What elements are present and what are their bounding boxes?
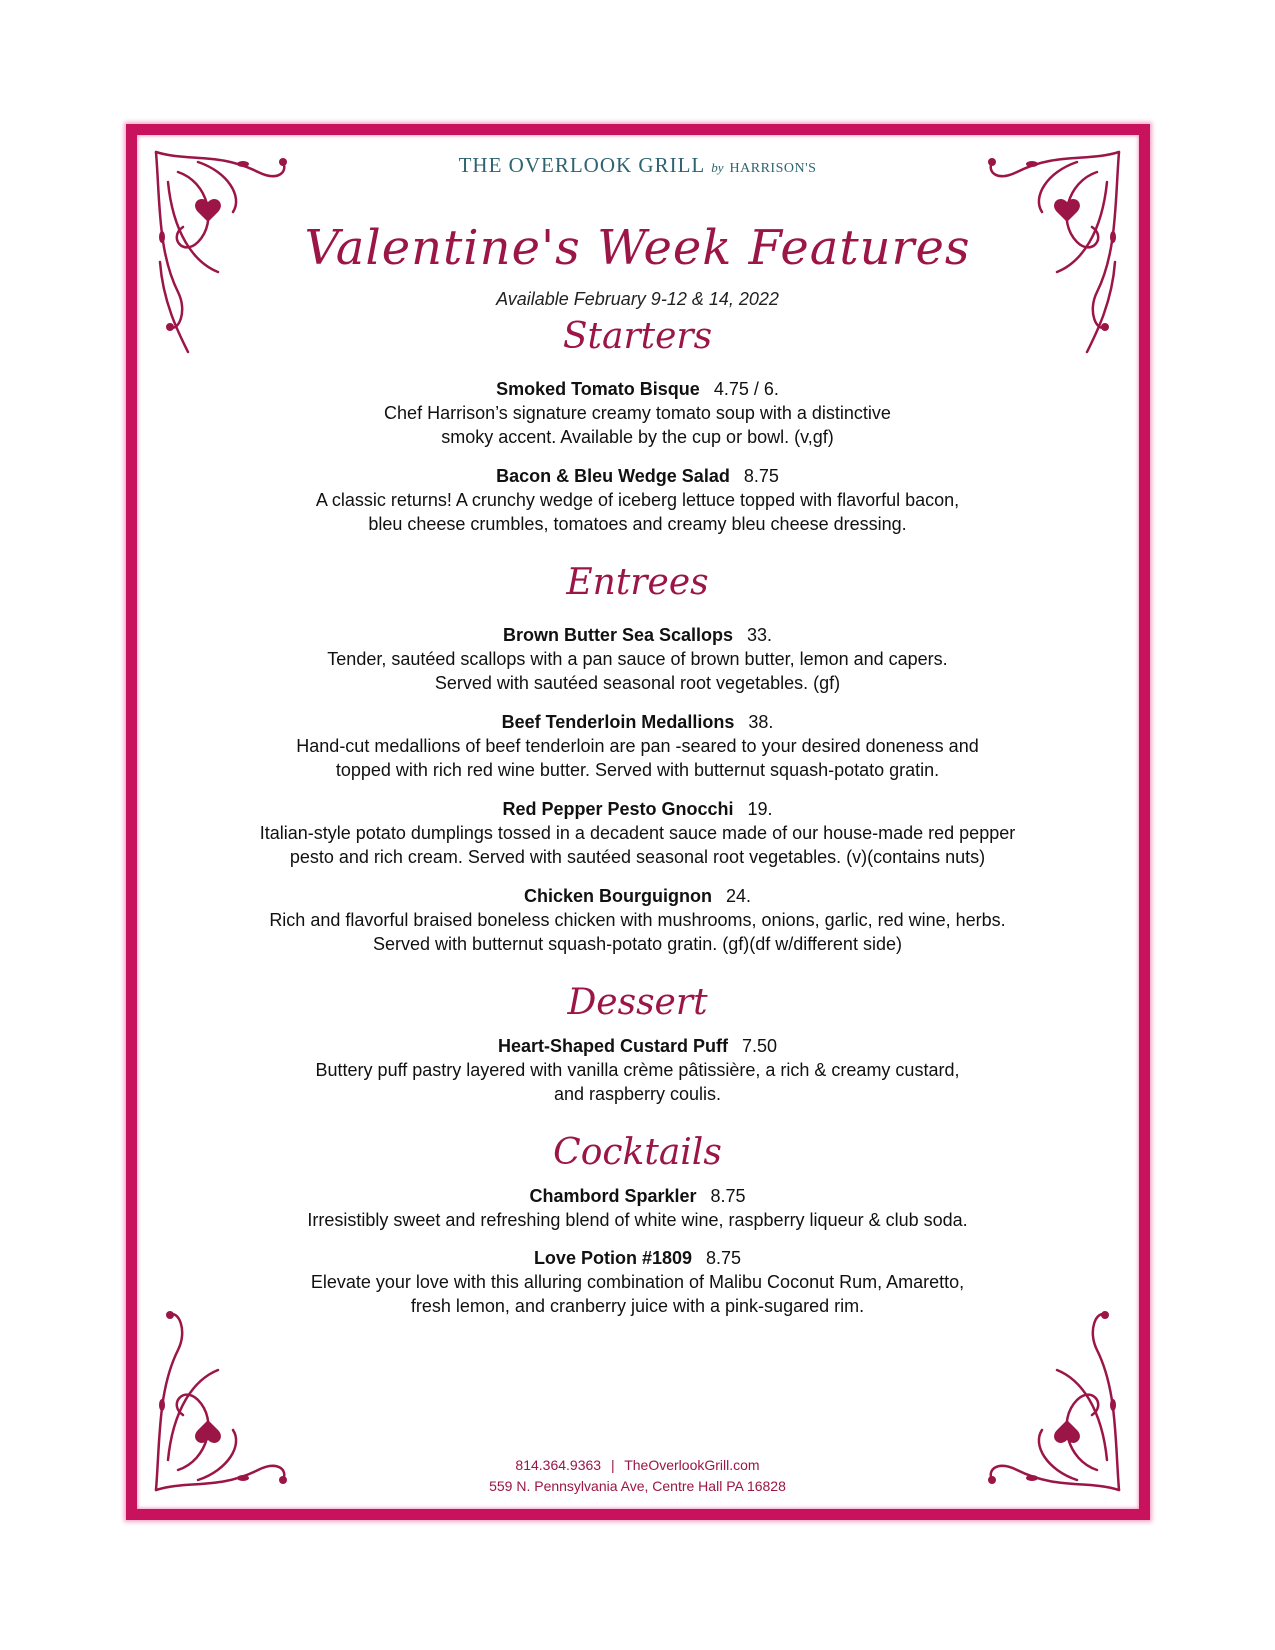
menu-item [0, 797, 1275, 869]
item-desc: smoky accent. Available by the cup or bowl. (v,gf) [441, 427, 834, 447]
footer-separator: | [610, 1457, 615, 1473]
menu-item [0, 1034, 1275, 1106]
item-price: 8.75 [706, 1248, 742, 1268]
item-desc: A classic returns! A crunchy wedge of iceberg lettuce topped with flavorful bacon, [315, 490, 960, 510]
item-name: Red Pepper Pesto Gnocchi [502, 799, 734, 819]
logo-sub: HARRISON'S [729, 161, 817, 176]
item-name: Heart-Shaped Custard Puff [497, 1036, 728, 1056]
item-price: 4.75 / 6. [713, 379, 779, 399]
section-heading-cocktails: Cocktails [553, 1132, 722, 1173]
item-price: 33. [747, 625, 773, 645]
section-heading-entrees: Entrees [566, 562, 709, 603]
section-heading-dessert: Dessert [567, 982, 708, 1023]
item-desc: Italian-style potato dumplings tossed in a decadent sauce made of our house-made red pepper [259, 823, 1016, 843]
item-desc: Hand-cut medallions of beef tenderloin are pan -seared to your desired doneness and [296, 736, 979, 756]
item-price: 19. [747, 799, 773, 819]
contact-footer [0, 1455, 1275, 1497]
item-name: Chambord Sparkler [529, 1186, 697, 1206]
item-name: Bacon & Bleu Wedge Salad [496, 466, 730, 486]
item-name: Brown Butter Sea Scallops [502, 625, 734, 645]
item-name: Beef Tenderloin Medallions [501, 712, 735, 732]
page-title: Valentine's Week Features [304, 220, 971, 276]
item-desc: Rich and flavorful braised boneless chicken with mushrooms, onions, garlic, red wine, herbs. [269, 910, 1006, 930]
item-desc: Served with butternut squash-potato gratin. (gf)(df w/different side) [373, 934, 902, 954]
availability-note: Available February 9-12 & 14, 2022 [496, 289, 779, 309]
menu-item [0, 1246, 1275, 1318]
item-price: 24. [725, 886, 752, 906]
menu-item [0, 884, 1275, 956]
item-desc: pesto and rich cream. Served with sautéed seasonal root vegetables. (v)(contains nuts) [289, 847, 986, 867]
item-desc: Served with sautéed seasonal root vegetables. (gf) [434, 673, 841, 693]
item-price: 8.75 [743, 466, 779, 486]
phone-number[interactable]: 814.364.9363 [515, 1457, 602, 1473]
item-price: 8.75 [710, 1186, 746, 1206]
item-desc: Buttery puff pastry layered with vanilla crème pâtissière, a rich & creamy custard, [315, 1060, 960, 1080]
item-desc: and raspberry coulis. [553, 1084, 722, 1104]
menu-item [0, 710, 1275, 782]
item-desc: fresh lemon, and cranberry juice with a pink-sugared rim. [410, 1296, 865, 1316]
logo-by: by [711, 160, 724, 175]
item-name: Smoked Tomato Bisque [496, 379, 700, 399]
restaurant-logo [0, 153, 1275, 178]
item-desc: Irresistibly sweet and refreshing blend of white wine, raspberry liqueur & club soda. [307, 1210, 968, 1230]
menu-item [0, 377, 1275, 449]
item-desc: Tender, sautéed scallops with a pan sauce of brown butter, lemon and capers. [327, 649, 948, 669]
menu-item [0, 464, 1275, 536]
item-name: Love Potion #1809 [533, 1248, 692, 1268]
item-price: 7.50 [741, 1036, 778, 1056]
logo-main: THE OVERLOOK GRILL [458, 153, 706, 177]
section-heading-starters: Starters [562, 316, 713, 357]
menu-item [0, 623, 1275, 695]
menu-item [0, 1184, 1275, 1232]
website-link[interactable]: TheOverlookGrill.com [624, 1457, 760, 1473]
item-price: 38. [748, 712, 774, 732]
item-desc: Chef Harrison’s signature creamy tomato soup with a distinctive [384, 403, 891, 423]
address: 559 N. Pennsylvania Ave, Centre Hall PA 16828 [489, 1478, 786, 1494]
item-desc: bleu cheese crumbles, tomatoes and creamy bleu cheese dressing. [368, 514, 907, 534]
item-desc: Elevate your love with this alluring combination of Malibu Coconut Rum, Amaretto, [310, 1272, 965, 1292]
item-desc: topped with rich red wine butter. Served with butternut squash-potato gratin. [335, 760, 940, 780]
item-name: Chicken Bourguignon [523, 886, 712, 906]
